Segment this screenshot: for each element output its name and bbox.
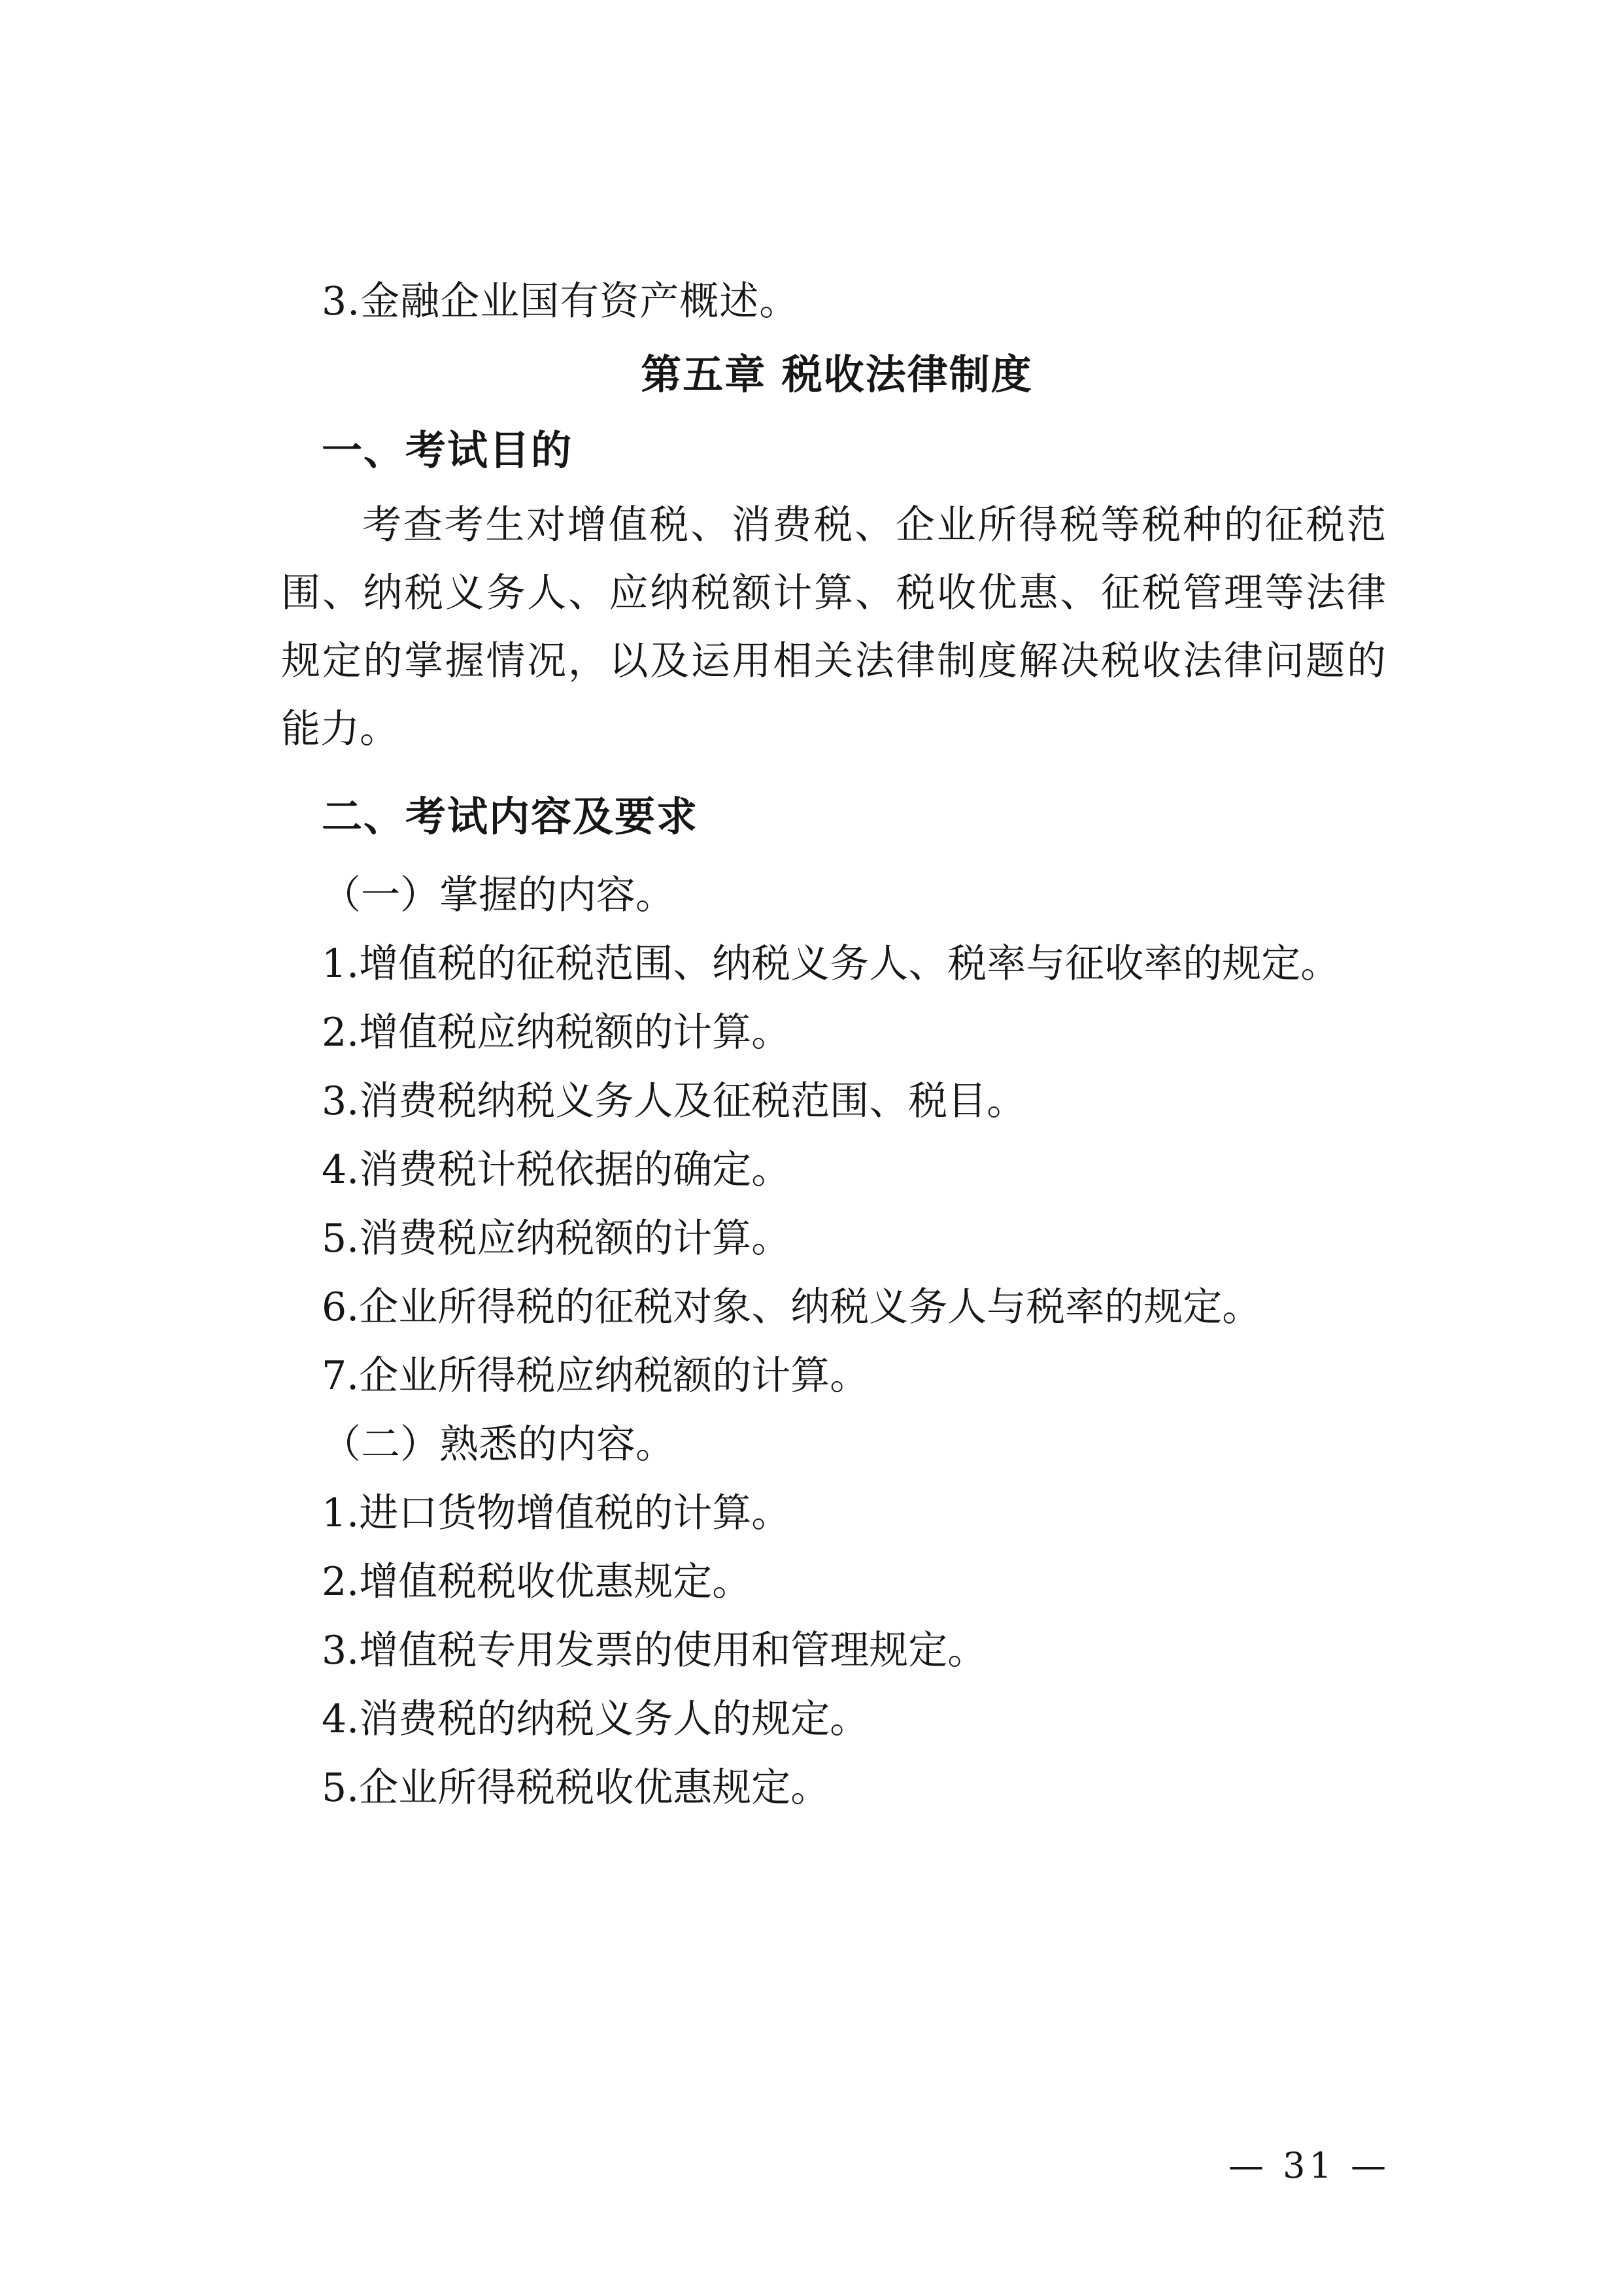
list-item: 6.企业所得税的征税对象、纳税义务人与税率的规定。 — [322, 1284, 1262, 1330]
list-item: 3.金融企业国有资产概述。 — [322, 279, 800, 324]
page-content — [281, 268, 1393, 1823]
list-item: 5.企业所得税税收优惠规定。 — [322, 1765, 830, 1811]
exam-purpose-paragraph — [281, 491, 1386, 763]
subsection-title-mastery: （一）掌握的内容。 — [322, 872, 675, 918]
list-item: 5.消费税应纳税额的计算。 — [322, 1216, 791, 1261]
list-item: 4.消费税计税依据的确定。 — [322, 1147, 791, 1193]
paragraph-line: 能力。 — [281, 706, 399, 752]
chapter-title: 第五章 税收法律制度 — [641, 351, 1033, 398]
list-item: 3.增值税专用发票的使用和管理规定。 — [322, 1628, 987, 1673]
section-heading-exam-content: 二、考试内容及要求 — [322, 793, 699, 840]
list-item: 7.企业所得税应纳税额的计算。 — [322, 1353, 870, 1399]
paragraph-line: 规定的掌握情况，以及运用相关法律制度解决税收法律问题的 — [281, 638, 1386, 684]
subsection-title-familiarity: （二）熟悉的内容。 — [322, 1422, 675, 1467]
list-item: 1.增值税的征税范围、纳税义务人、税率与征收率的规定。 — [322, 941, 1340, 987]
section-heading-exam-purpose: 一、考试目的 — [322, 426, 573, 474]
list-item: 4.消费税的纳税义务人的规定。 — [322, 1696, 870, 1742]
list-item: 1.进口货物增值税的计算。 — [322, 1490, 791, 1536]
paragraph-line: 围、纳税义务人、应纳税额计算、税收优惠、征税管理等法律 — [281, 570, 1386, 616]
list-item: 3.消费税纳税义务人及征税范围、税目。 — [322, 1078, 1026, 1124]
page-number: — 31 — — [1228, 2145, 1390, 2186]
list-item: 2.增值税税收优惠规定。 — [322, 1559, 752, 1605]
list-item: 2.增值税应纳税额的计算。 — [322, 1010, 791, 1055]
paragraph-line: 考查考生对增值税、消费税、企业所得税等税种的征税范 — [362, 502, 1386, 548]
